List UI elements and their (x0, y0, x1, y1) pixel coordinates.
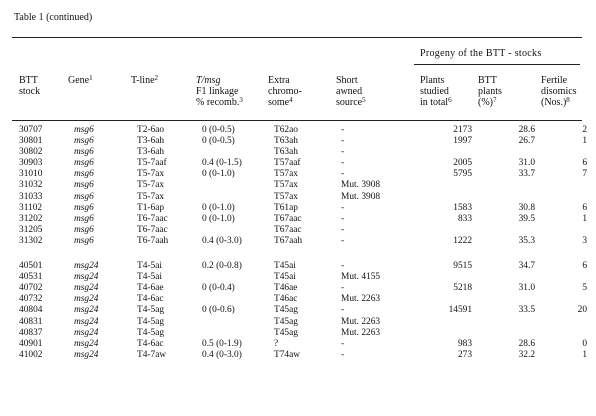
top-rule (12, 37, 582, 38)
cell-gene: msg24 (74, 283, 99, 294)
table-row (12, 147, 587, 158)
cell-extra-chromosome: T57ax (274, 180, 298, 191)
cell-fertile-disomics: 6 (582, 158, 587, 169)
cell-btt-stock: 31205 (19, 224, 43, 235)
cell-linkage: 0.5 (0-1.9) (202, 338, 242, 349)
cell-btt-plants-pct: 33.5 (518, 305, 535, 316)
cell-btt-plants-pct (487, 180, 547, 191)
cell-gene: msg6 (74, 125, 94, 135)
header-gene: Gene$^1$ (68, 74, 93, 86)
header-stock: BTT stock (19, 75, 41, 97)
cell-linkage (202, 317, 274, 328)
cell-t-line: T6-7aac (137, 213, 168, 224)
cell-extra-chromosome: T46ac (274, 294, 298, 305)
cell-extra-chromosome: T61ap (274, 202, 298, 213)
cell-linkage: 0.2 (0-0.8) (202, 261, 242, 272)
cell-t-line: T4-5ai (137, 261, 162, 272)
cell-linkage: 0 (0-1.0) (202, 169, 235, 180)
header-extra-chromosome: Extra chromo- some$^4$ (268, 75, 302, 108)
cell-fertile-disomics: 1 (582, 213, 587, 224)
cell-btt-stock: 31302 (19, 235, 43, 246)
cell-fertile-disomics (547, 272, 587, 283)
cell-extra-chromosome: T45ai (274, 261, 296, 272)
cell-btt-plants-pct: 28.6 (518, 338, 535, 349)
cell-btt-plants-pct: 34.7 (518, 261, 535, 272)
cell-extra-chromosome: T45ag (274, 327, 298, 338)
cell-btt-stock: 40804 (19, 305, 43, 316)
cell-plants-studied (424, 225, 487, 236)
cell-plants-studied: 273 (457, 349, 472, 360)
cell-linkage (202, 294, 274, 305)
table-row (12, 236, 587, 247)
group-gap (12, 247, 587, 261)
cell-fertile-disomics: 2 (582, 125, 587, 135)
cell-short-awned-source: - (341, 147, 345, 158)
cell-short-awned-source: - (341, 202, 345, 213)
cell-t-line: T4-5ag (137, 305, 165, 316)
cell-btt-plants-pct (487, 147, 547, 158)
cell-linkage: 0.4 (0-1.5) (202, 158, 242, 169)
cell-extra-chromosome: ? (274, 338, 279, 349)
cell-btt-stock: 31010 (19, 169, 43, 180)
cell-btt-stock: 31202 (19, 213, 43, 224)
cell-gene: msg24 (74, 261, 99, 272)
cell-short-awned-source: - (341, 136, 345, 147)
table-row (12, 158, 587, 169)
cell-fertile-disomics: 20 (577, 305, 587, 316)
header-fertile-disomics: Fertile disomics $(Nos.)^8$ (541, 75, 577, 108)
cell-fertile-disomics (547, 317, 587, 328)
cell-plants-studied: 1222 (453, 235, 472, 246)
cell-short-awned-source: - (341, 261, 345, 272)
cell-plants-studied: 14591 (448, 305, 472, 316)
table-row (12, 125, 587, 136)
cell-gene: msg24 (74, 294, 99, 305)
table-row (12, 272, 587, 283)
cell-t-line: T4-7aw (137, 349, 167, 360)
cell-extra-chromosome: T67aah (274, 235, 303, 246)
cell-btt-plants-pct: 39.5 (518, 213, 535, 224)
table-row (12, 169, 587, 180)
cell-gene: msg24 (74, 349, 99, 360)
cell-extra-chromosome: T57ax (274, 191, 298, 202)
cell-short-awned-source: Mut. 2263 (341, 316, 381, 327)
cell-short-awned-source: - (341, 305, 345, 316)
cell-gene: msg6 (74, 213, 94, 224)
cell-btt-stock: 40732 (19, 294, 43, 305)
cell-btt-stock: 30802 (19, 147, 43, 158)
cell-btt-plants-pct (487, 225, 547, 236)
table-row (12, 294, 587, 305)
cell-extra-chromosome: T62ao (274, 125, 298, 135)
cell-t-line: T6-7aah (137, 235, 169, 246)
progeny-rule (414, 64, 580, 65)
cell-plants-studied: 983 (457, 338, 472, 349)
cell-btt-stock: 31032 (19, 180, 43, 191)
cell-linkage: 0 (0-0.5) (202, 125, 235, 135)
cell-t-line: T5-7ax (137, 180, 165, 191)
cell-gene: msg6 (74, 202, 94, 213)
cell-plants-studied (424, 272, 487, 283)
table-row (12, 261, 587, 272)
cell-btt-stock: 40901 (19, 338, 43, 349)
cell-short-awned-source: Mut. 2263 (341, 294, 381, 305)
header-rule (12, 120, 582, 121)
table-caption: Table 1 (continued) (14, 12, 93, 23)
cell-extra-chromosome: T46ae (274, 283, 298, 294)
cell-btt-stock: 30903 (19, 158, 43, 169)
cell-btt-stock: 31033 (19, 191, 43, 202)
cell-plants-studied: 1997 (453, 136, 472, 147)
table-row (12, 339, 587, 350)
cell-short-awned-source: Mut. 2263 (341, 327, 381, 338)
cell-plants-studied (424, 328, 487, 339)
cell-fertile-disomics: 6 (582, 261, 587, 272)
table-row (12, 317, 587, 328)
cell-gene: msg6 (74, 169, 94, 180)
cell-linkage (202, 147, 274, 158)
cell-btt-plants-pct: 32.2 (518, 349, 535, 360)
cell-fertile-disomics (547, 294, 587, 305)
cell-t-line: T3-6ah (137, 136, 165, 147)
cell-extra-chromosome: T67aac (274, 224, 302, 235)
cell-linkage (202, 328, 274, 339)
cell-short-awned-source: - (341, 224, 345, 235)
header-short-awned: Short awned source$^5$ (336, 75, 366, 108)
cell-linkage: 0 (0-1.0) (202, 202, 235, 213)
cell-short-awned-source: - (341, 125, 345, 135)
cell-plants-studied: 2005 (453, 158, 472, 169)
cell-t-line: T1-6ap (137, 202, 165, 213)
cell-short-awned-source: - (341, 349, 345, 360)
cell-plants-studied: 2173 (453, 125, 472, 135)
cell-gene: msg24 (74, 327, 99, 338)
cell-extra-chromosome: T45ag (274, 305, 298, 316)
cell-t-line: T4-5ag (137, 316, 165, 327)
cell-t-line: T5-7ax (137, 191, 165, 202)
cell-t-line: T4-5ag (137, 327, 165, 338)
cell-short-awned-source: - (341, 213, 345, 224)
cell-linkage: 0 (0-0.6) (202, 305, 235, 316)
cell-short-awned-source: - (341, 283, 345, 294)
cell-gene: msg24 (74, 316, 99, 327)
cell-extra-chromosome: T63ah (274, 147, 298, 158)
cell-fertile-disomics: 1 (582, 136, 587, 147)
table-row (12, 214, 587, 225)
cell-fertile-disomics (547, 225, 587, 236)
cell-extra-chromosome: T45ai (274, 272, 296, 283)
cell-btt-plants-pct (487, 328, 547, 339)
cell-plants-studied: 5218 (453, 283, 472, 294)
cell-plants-studied: 5795 (453, 169, 472, 180)
cell-t-line: T2-6ao (137, 125, 165, 135)
header-plants-studied: Plants studied in total$^6$ (420, 75, 452, 108)
cell-btt-stock: 30707 (19, 125, 43, 135)
cell-fertile-disomics: 1 (582, 349, 587, 360)
cell-btt-plants-pct (487, 272, 547, 283)
cell-btt-plants-pct: 31.0 (518, 283, 535, 294)
cell-fertile-disomics (547, 180, 587, 191)
cell-extra-chromosome: T67aac (274, 213, 302, 224)
cell-fertile-disomics: 5 (582, 283, 587, 294)
cell-fertile-disomics (547, 147, 587, 158)
cell-short-awned-source: Mut. 3908 (341, 191, 381, 202)
cell-btt-stock: 30801 (19, 136, 43, 147)
table-row (12, 283, 587, 294)
cell-fertile-disomics: 7 (582, 169, 587, 180)
cell-btt-plants-pct (487, 294, 547, 305)
cell-short-awned-source: - (341, 338, 345, 349)
cell-extra-chromosome: T57aaf (274, 158, 301, 169)
table-row (12, 328, 587, 339)
cell-linkage (202, 192, 274, 203)
cell-plants-studied (424, 294, 487, 305)
cell-short-awned-source: Mut. 3908 (341, 180, 381, 191)
cell-extra-chromosome: T45ag (274, 316, 298, 327)
cell-t-line: T4-6ac (137, 294, 164, 305)
cell-btt-stock: 40531 (19, 272, 43, 283)
cell-linkage: 0 (0-1.0) (202, 213, 235, 224)
cell-gene: msg24 (74, 272, 99, 283)
table-row (12, 350, 587, 361)
cell-linkage: 0.4 (0-3.0) (202, 349, 242, 360)
cell-linkage: 0.4 (0-3.0) (202, 235, 242, 246)
cell-btt-plants-pct: 30.8 (518, 202, 535, 213)
cell-fertile-disomics (547, 328, 587, 339)
cell-plants-studied: 1583 (453, 202, 472, 213)
cell-linkage (202, 272, 274, 283)
header-btt-plants: BTT plants (%)$^7$ (478, 75, 502, 108)
table-row (12, 225, 587, 236)
cell-t-line: T4-6ae (137, 283, 164, 294)
cell-t-line: T5-7aaf (137, 158, 167, 169)
cell-btt-plants-pct: 26.7 (518, 136, 535, 147)
cell-extra-chromosome: T57ax (274, 169, 298, 180)
cell-t-line: T3-6ah (137, 147, 165, 158)
cell-plants-studied: 833 (457, 213, 472, 224)
cell-t-line: T6-7aac (137, 224, 168, 235)
cell-gene: msg6 (74, 191, 94, 202)
cell-short-awned-source: - (341, 169, 345, 180)
cell-gene: msg6 (74, 235, 94, 246)
header-tline: T-line$^2$ (131, 74, 159, 86)
cell-plants-studied (424, 317, 487, 328)
cell-fertile-disomics: 3 (582, 235, 587, 246)
table-row (12, 203, 587, 214)
cell-plants-studied (424, 180, 487, 191)
cell-fertile-disomics: 6 (582, 202, 587, 213)
cell-btt-plants-pct (487, 317, 547, 328)
cell-btt-stock: 41002 (19, 349, 43, 360)
cell-linkage (202, 180, 274, 191)
cell-btt-stock: 40702 (19, 283, 43, 294)
cell-btt-stock: 40501 (19, 261, 43, 272)
cell-gene: msg6 (74, 158, 94, 169)
cell-plants-studied (424, 147, 487, 158)
cell-extra-chromosome: T74aw (274, 349, 301, 360)
cell-fertile-disomics (547, 192, 587, 203)
cell-t-line: T5-7ax (137, 169, 165, 180)
cell-gene: msg6 (74, 224, 94, 235)
cell-t-line: T4-5ai (137, 272, 162, 283)
cell-linkage (202, 225, 274, 236)
cell-btt-plants-pct: 35.3 (518, 235, 535, 246)
cell-short-awned-source: - (341, 235, 345, 246)
table-row (12, 180, 587, 191)
cell-plants-studied: 9515 (453, 261, 472, 272)
table-row (12, 136, 587, 147)
table-row (12, 305, 587, 316)
cell-btt-plants-pct: 31.0 (518, 158, 535, 169)
cell-btt-stock: 40831 (19, 316, 43, 327)
cell-short-awned-source: - (341, 158, 345, 169)
cell-extra-chromosome: T63ah (274, 136, 298, 147)
cell-plants-studied (424, 192, 487, 203)
data-table (12, 125, 587, 361)
header-tmsg: T/msg F1 linkage % recomb.$^3$ (196, 75, 243, 108)
cell-gene: msg6 (74, 180, 94, 191)
cell-btt-stock: 31102 (19, 202, 43, 213)
cell-btt-plants-pct: 28.6 (518, 125, 535, 135)
cell-fertile-disomics: 0 (582, 338, 587, 349)
cell-gene: msg6 (74, 136, 94, 147)
cell-gene: msg24 (74, 338, 99, 349)
table-row (12, 192, 587, 203)
cell-linkage: 0 (0-0.4) (202, 283, 235, 294)
cell-gene: msg24 (74, 305, 99, 316)
cell-short-awned-source: Mut. 4155 (341, 272, 381, 283)
cell-btt-plants-pct (487, 192, 547, 203)
cell-btt-stock: 40837 (19, 327, 43, 338)
cell-gene: msg6 (74, 147, 94, 158)
progeny-header: Progeny of the BTT - stocks (420, 48, 542, 59)
cell-t-line: T4-6ac (137, 338, 164, 349)
cell-btt-plants-pct: 33.7 (518, 169, 535, 180)
cell-linkage: 0 (0-0.5) (202, 136, 235, 147)
